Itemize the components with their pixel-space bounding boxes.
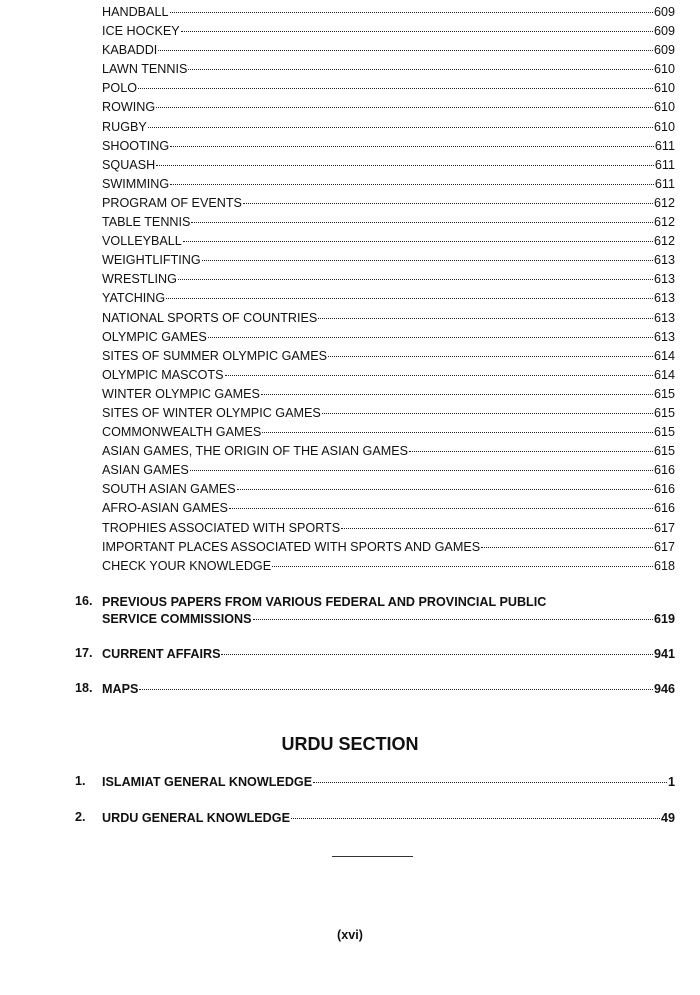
chapter-number: 2. — [75, 810, 86, 824]
dot-leader — [139, 688, 653, 690]
entry-title: AFRO-ASIAN GAMES — [102, 501, 228, 516]
toc-entry — [102, 22, 675, 41]
entry-page: 615 — [653, 386, 675, 401]
toc-entry — [102, 213, 675, 232]
entry-page: 618 — [653, 558, 675, 573]
toc-entry — [102, 156, 675, 175]
chapter-page: 941 — [653, 647, 675, 661]
entry-page: 610 — [653, 81, 675, 96]
chapter-title: URDU GENERAL KNOWLEDGE — [102, 811, 290, 825]
entry-title: SITES OF WINTER OLYMPIC GAMES — [102, 405, 321, 420]
toc-entry — [102, 137, 675, 156]
entry-title: COMMONWEALTH GAMES — [102, 425, 262, 440]
dot-leader — [188, 68, 653, 70]
entry-page: 613 — [653, 253, 675, 268]
dot-leader — [409, 450, 653, 452]
entry-page: 616 — [653, 463, 675, 478]
entry-title: ICE HOCKEY — [102, 24, 180, 39]
toc-entry — [102, 499, 675, 518]
dot-leader — [481, 546, 653, 548]
entry-title: IMPORTANT PLACES ASSOCIATED WITH SPORTS AND GAMES — [102, 539, 481, 554]
dot-leader — [253, 618, 653, 620]
entry-title: HANDBALL — [102, 5, 169, 19]
toc-chapter-entry — [75, 594, 675, 628]
entry-page: 614 — [653, 367, 675, 382]
entry-page: 612 — [653, 195, 675, 210]
dot-leader — [322, 412, 653, 414]
entry-page: 613 — [653, 272, 675, 287]
toc-entry — [102, 3, 675, 22]
dot-leader — [138, 87, 653, 89]
urdu-section-heading: URDU SECTION — [281, 734, 419, 754]
toc-entry — [102, 232, 675, 251]
entry-page: 610 — [653, 62, 675, 77]
dot-leader — [158, 49, 653, 51]
entry-page: 611 — [654, 176, 675, 191]
entry-page: 611 — [654, 138, 675, 153]
dot-leader — [166, 297, 653, 299]
entry-title: ASIAN GAMES, THE ORIGIN OF THE ASIAN GAMES — [102, 444, 409, 459]
dot-leader — [318, 317, 653, 319]
section-divider — [332, 856, 413, 857]
toc-entry — [102, 519, 675, 538]
entry-title: PROGRAM OF EVENTS — [102, 195, 242, 210]
toc-entry — [102, 118, 675, 137]
chapter-number: 1. — [75, 774, 86, 788]
entry-title: SITES OF SUMMER OLYMPIC GAMES — [102, 348, 328, 363]
chapter-title-line1: PREVIOUS PAPERS FROM VARIOUS FEDERAL AND PROVINCIAL PUBLIC — [102, 595, 547, 609]
entry-title: SHOOTING — [102, 138, 170, 153]
entry-title: WRESTLING — [102, 272, 177, 287]
dot-leader — [170, 11, 653, 13]
chapter-title-line2: SERVICE COMMISSIONS — [102, 612, 252, 626]
entry-title: YATCHING — [102, 291, 166, 306]
entry-title: TROPHIES ASSOCIATED WITH SPORTS — [102, 520, 341, 535]
entry-page: 615 — [653, 405, 675, 420]
dot-leader — [313, 781, 667, 783]
entry-title: SQUASH — [102, 157, 156, 172]
dot-leader — [178, 278, 653, 280]
chapter-page: 49 — [660, 811, 675, 825]
dot-leader — [181, 30, 653, 32]
dot-leader — [225, 374, 653, 376]
toc-entry — [102, 251, 675, 270]
entry-page: 613 — [653, 329, 675, 344]
toc-entry — [102, 557, 675, 576]
chapter-page: 619 — [653, 612, 675, 626]
entry-page: 611 — [654, 157, 675, 172]
toc-entry — [102, 538, 675, 557]
entry-title: SWIMMING — [102, 176, 170, 191]
dot-leader — [156, 164, 654, 166]
entry-page: 617 — [653, 520, 675, 535]
dot-leader — [148, 126, 653, 128]
dot-leader — [243, 202, 653, 204]
entry-title: LAWN TENNIS — [102, 62, 188, 77]
toc-entry — [102, 347, 675, 366]
dot-leader — [208, 336, 653, 338]
entry-page: 617 — [653, 539, 675, 554]
entry-title: KABADDI — [102, 43, 158, 58]
dot-leader — [191, 221, 653, 223]
chapter-page: 1 — [667, 775, 675, 789]
chapter-number: 18. — [75, 681, 93, 695]
dot-leader — [221, 653, 653, 655]
entry-title: OLYMPIC GAMES — [102, 329, 207, 344]
entry-title: RUGBY — [102, 119, 147, 134]
entry-page: 613 — [653, 310, 675, 325]
entry-title: POLO — [102, 81, 137, 96]
chapter-title: CURRENT AFFAIRS — [102, 647, 221, 661]
dot-leader — [229, 507, 653, 509]
toc-entry — [102, 385, 675, 404]
entry-title: ROWING — [102, 100, 156, 115]
chapter-page: 946 — [653, 682, 675, 696]
dot-leader — [261, 393, 653, 395]
toc-chapter-entry — [75, 774, 675, 791]
chapter-title: ISLAMIAT GENERAL KNOWLEDGE — [102, 775, 313, 789]
toc-entry — [102, 41, 675, 60]
toc-chapter-entry — [75, 646, 675, 663]
entry-page: 614 — [653, 348, 675, 363]
toc-entry — [102, 366, 675, 385]
entry-title: WEIGHTLIFTING — [102, 253, 201, 268]
dot-leader — [237, 488, 653, 490]
toc-entry — [102, 461, 675, 480]
dot-leader — [272, 565, 653, 567]
toc-entry — [102, 328, 675, 347]
entry-page: 616 — [653, 482, 675, 497]
toc-chapter-entry — [75, 681, 675, 698]
entry-title: ASIAN GAMES — [102, 463, 189, 478]
toc-entry — [102, 98, 675, 117]
chapter-number: 17. — [75, 646, 93, 660]
entry-title: CHECK YOUR KNOWLEDGE — [102, 558, 272, 573]
entry-page: 615 — [653, 425, 675, 440]
dot-leader — [262, 431, 653, 433]
dot-leader — [328, 355, 653, 357]
sports-subentries-list — [102, 3, 675, 576]
toc-entry — [102, 404, 675, 423]
entry-page: 612 — [653, 234, 675, 249]
entry-page: 609 — [653, 24, 675, 39]
entry-page: 609 — [653, 43, 675, 58]
dot-leader — [170, 183, 654, 185]
dot-leader — [190, 469, 653, 471]
entry-page: 610 — [653, 100, 675, 115]
entry-page: 615 — [653, 444, 675, 459]
entry-title: VOLLEYBALL — [102, 234, 182, 249]
entry-title: OLYMPIC MASCOTS — [102, 367, 224, 382]
entry-page: 612 — [653, 215, 675, 230]
dot-leader — [341, 527, 653, 529]
dot-leader — [202, 259, 653, 261]
dot-leader — [156, 106, 653, 108]
toc-entry — [102, 309, 675, 328]
entry-title: TABLE TENNIS — [102, 215, 191, 230]
entry-title: WINTER OLYMPIC GAMES — [102, 386, 260, 401]
toc-entry — [102, 423, 675, 442]
entry-title: NATIONAL SPORTS OF COUNTRIES — [102, 310, 318, 325]
toc-entry — [102, 79, 675, 98]
dot-leader — [183, 240, 653, 242]
entry-page: 613 — [653, 291, 675, 306]
dot-leader — [170, 145, 654, 147]
entry-title: SOUTH ASIAN GAMES — [102, 482, 236, 497]
toc-entry — [102, 60, 675, 79]
entry-page: 616 — [653, 501, 675, 516]
toc-entry — [102, 289, 675, 308]
chapter-number: 16. — [75, 594, 93, 608]
toc-entry — [102, 480, 675, 499]
toc-entry — [102, 194, 675, 213]
toc-chapter-entry — [75, 810, 675, 827]
toc-entry — [102, 175, 675, 194]
entry-page: 609 — [653, 5, 675, 19]
entry-page: 610 — [653, 119, 675, 134]
toc-entry — [102, 442, 675, 461]
dot-leader — [291, 817, 660, 819]
toc-entry — [102, 270, 675, 289]
page-number: (xvi) — [337, 928, 363, 942]
chapter-title: MAPS — [102, 682, 139, 696]
